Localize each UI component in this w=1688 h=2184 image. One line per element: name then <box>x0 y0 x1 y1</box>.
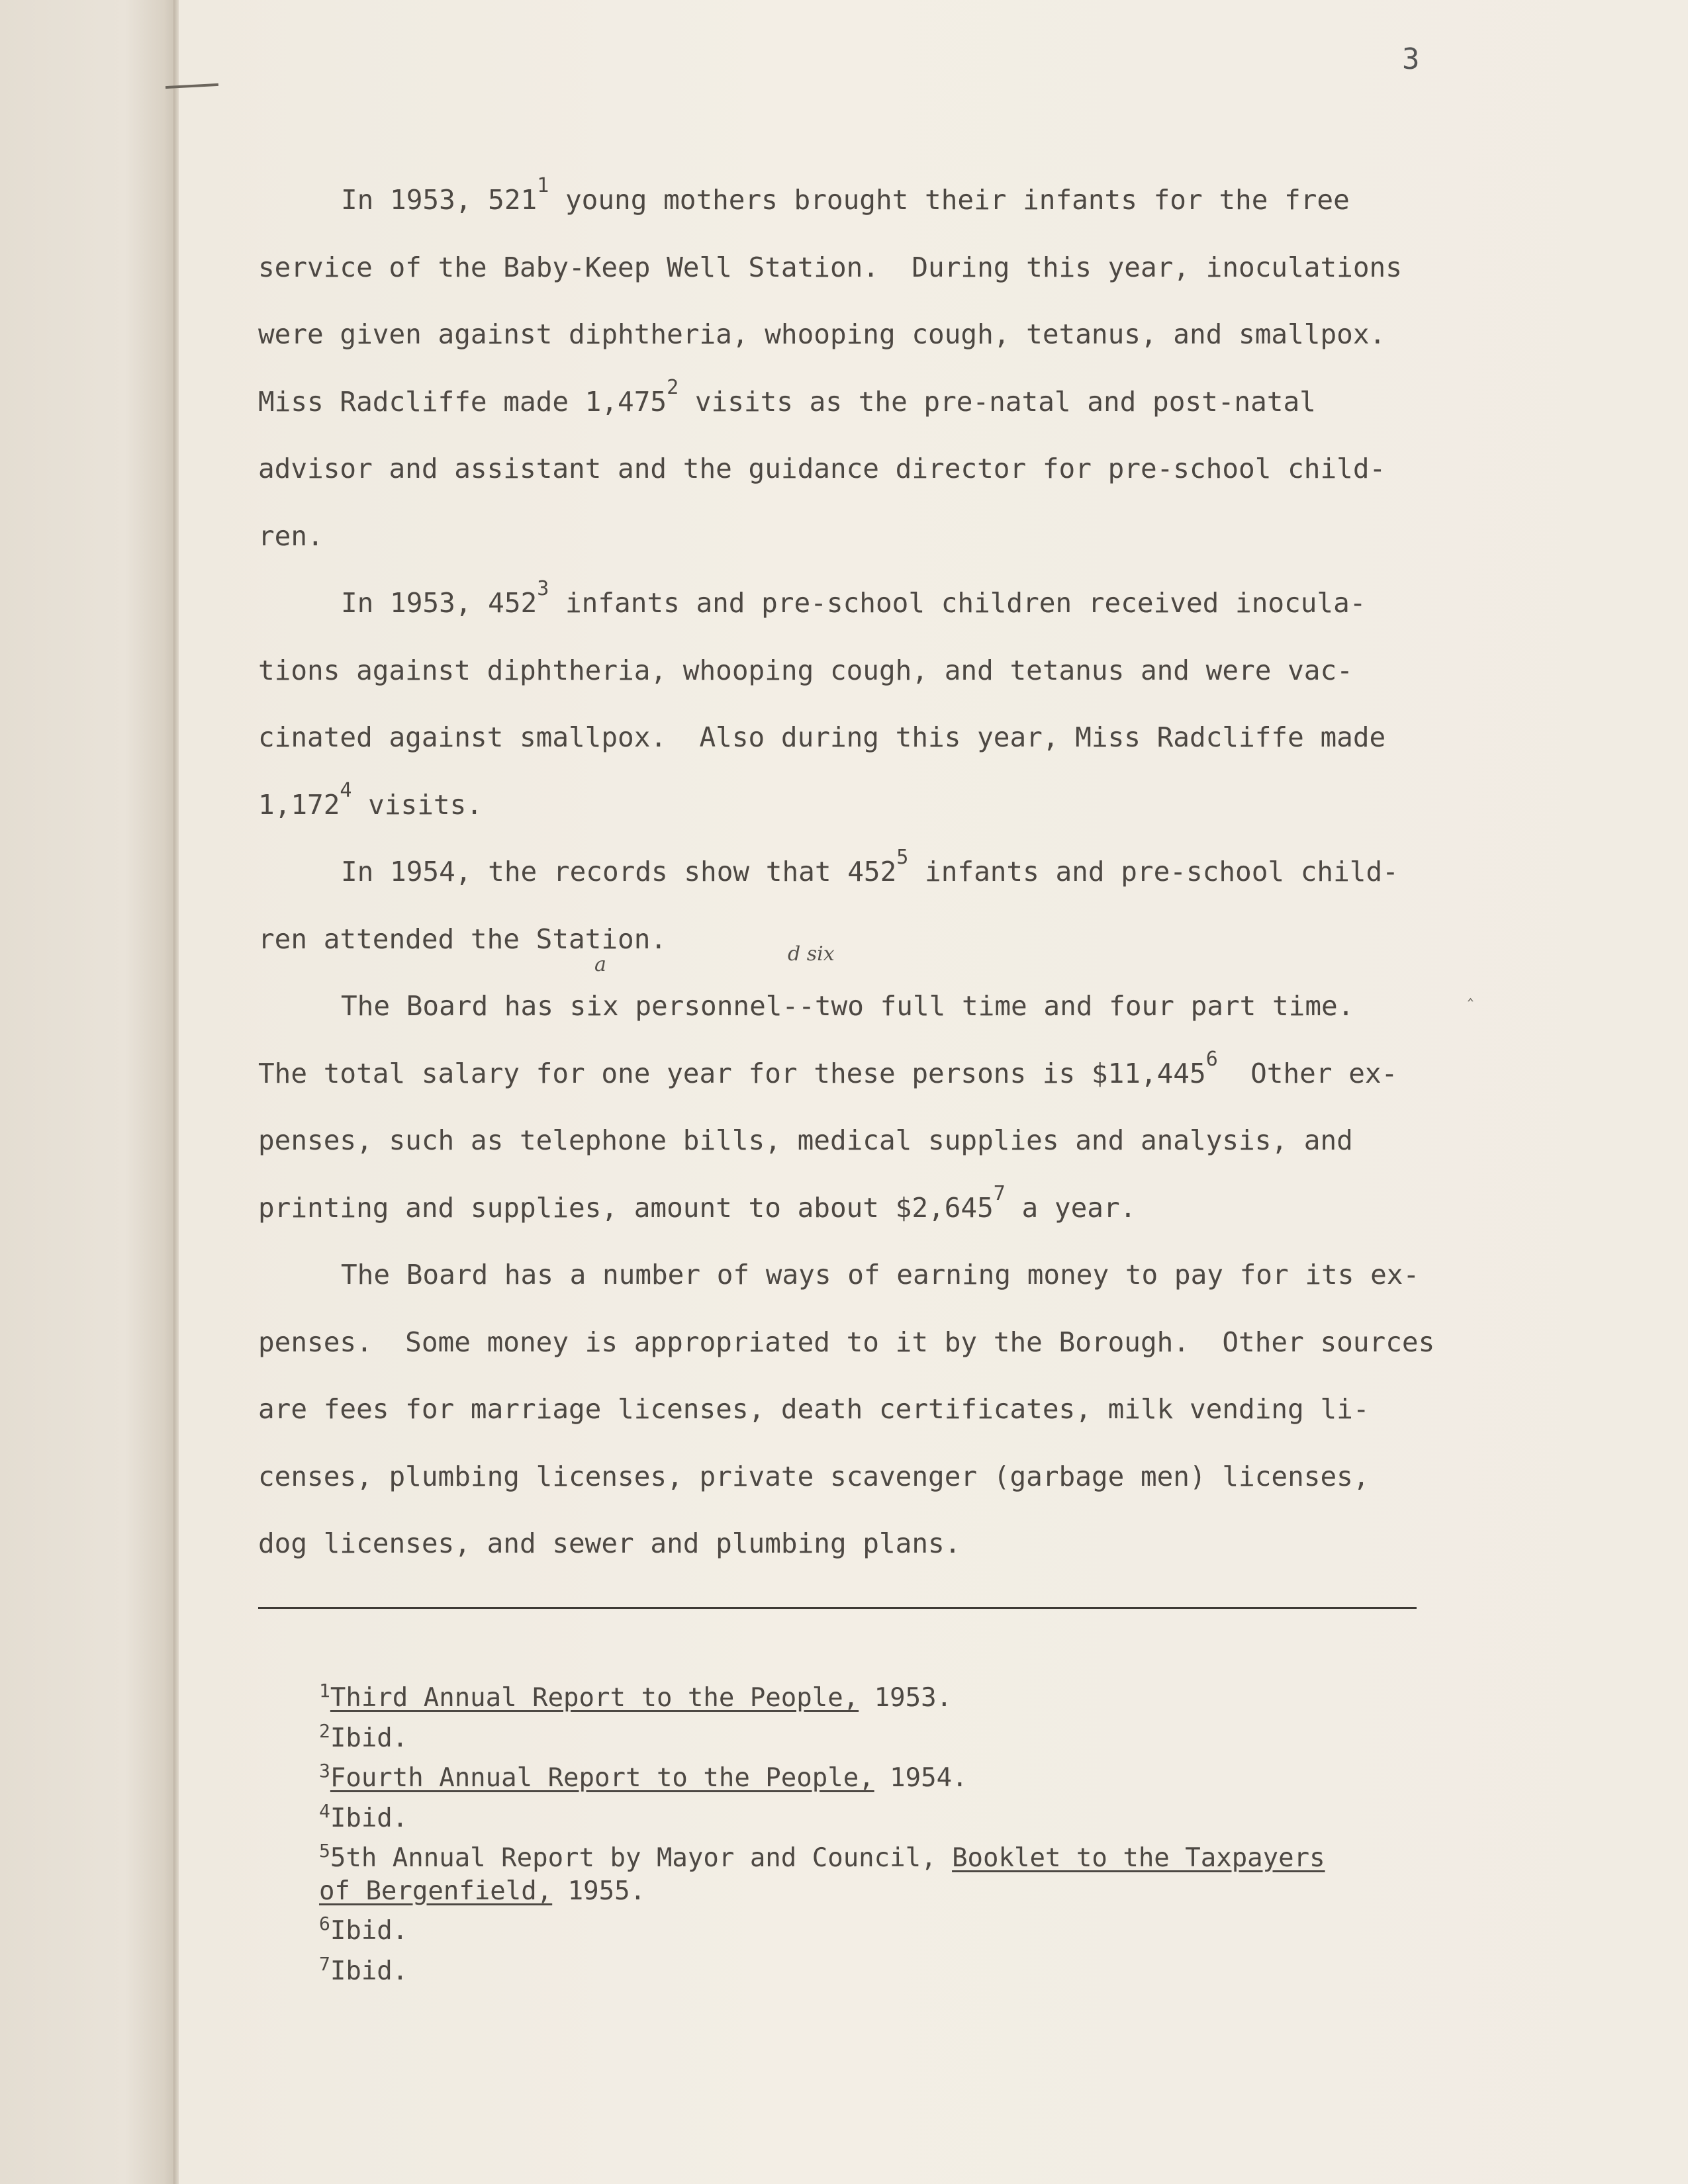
line: dog licenses, and sewer and plumbing plans. <box>258 1527 961 1559</box>
line: penses, such as telephone bills, medical supplies and analysis, and <box>258 1124 1353 1156</box>
footnote-6 <box>319 1907 1511 1948</box>
line <box>258 772 1476 839</box>
line-part: Other ex- <box>1217 1057 1398 1089</box>
page-number: 3 <box>1402 42 1420 76</box>
line-part: The total salary for one year for these persons is $11,445 <box>258 1057 1206 1089</box>
line: tions against diphtheria, whooping cough, and tetanus and were vac- <box>258 654 1353 686</box>
handwritten-correction: d six <box>788 942 835 966</box>
line-part: Miss Radcliffe made 1,475 <box>258 385 667 418</box>
footnote-title: Third Annual Report to the People, <box>330 1683 859 1713</box>
footnote-number: 7 <box>319 1952 330 1975</box>
line <box>258 369 1476 436</box>
footnote-text: Ibid. <box>330 1723 408 1753</box>
footnote-ref-6: 6 <box>1205 1047 1218 1071</box>
footnote-ref-7: 7 <box>993 1181 1006 1205</box>
footnote-text: 1955. <box>552 1876 646 1906</box>
handwritten-correction: a <box>594 953 606 976</box>
footnote-4 <box>319 1795 1511 1835</box>
paragraph-3 <box>258 839 1476 906</box>
line: penses. Some money is appropriated to it by the Borough. Other sources <box>258 1326 1435 1358</box>
paragraph-4: The Board has six personnel--two full time and four part time. <box>341 990 1354 1022</box>
line-part: infants and pre-school children received inocula- <box>549 587 1366 619</box>
footnote-ref-4: 4 <box>340 778 352 802</box>
footnote-number: 2 <box>319 1719 330 1742</box>
footnote-number: 1 <box>319 1680 330 1702</box>
binding-gutter <box>0 0 179 2184</box>
line: were given against diphtheria, whooping cough, tetanus, and smallpox. <box>258 318 1386 350</box>
line <box>258 1040 1476 1108</box>
paragraph-5: The Board has a number of ways of earning money to pay for its ex- <box>341 1259 1420 1291</box>
line-part: In 1954, the records show that 452 <box>341 856 897 887</box>
footnote-text: 1954. <box>874 1763 968 1793</box>
line: censes, plumbing licenses, private scavenger (garbage men) licenses, <box>258 1460 1370 1492</box>
footnote-3 <box>319 1754 1511 1795</box>
line: cinated against smallpox. Also during this year, Miss Radcliffe made <box>258 721 1386 753</box>
footnote-text: Ibid. <box>330 1916 408 1946</box>
line: ren. <box>258 520 324 552</box>
footnote-5-continued <box>319 1875 1511 1908</box>
line-part: printing and supplies, amount to about $2,645 <box>258 1191 994 1224</box>
line-part: a year. <box>1005 1191 1137 1224</box>
line-part: infants and pre-school child- <box>908 856 1399 887</box>
footnote-title: Booklet to the Taxpayers <box>952 1843 1325 1873</box>
footnote-text: 5th Annual Report by Mayor and Council, <box>330 1843 953 1873</box>
footnote-number: 3 <box>319 1760 330 1782</box>
line: are fees for marriage licenses, death certificates, milk vending li- <box>258 1393 1370 1425</box>
footnote-divider <box>258 1607 1417 1609</box>
footnote-title: of Bergenfield, <box>319 1876 553 1906</box>
footnote-2 <box>319 1715 1511 1755</box>
paragraph-2 <box>258 570 1476 637</box>
footnote-number: 5 <box>319 1840 330 1862</box>
footnote-1 <box>319 1674 1511 1715</box>
footnote-title: Fourth Annual Report to the People, <box>330 1763 874 1793</box>
paragraph-1 <box>258 167 1476 234</box>
line: service of the Baby-Keep Well Station. During this year, inoculations <box>258 251 1402 283</box>
footnote-ref-5: 5 <box>896 846 909 869</box>
line: young mothers brought their infants for the free <box>549 184 1350 216</box>
line: advisor and assistant and the guidance director for pre-school child- <box>258 453 1386 484</box>
margin-tick-mark: ‸ <box>1468 982 1474 1002</box>
footnote-ref-2: 2 <box>667 375 679 399</box>
line: In 1953, 521 <box>341 184 538 216</box>
footnote-text: Ibid. <box>330 1803 408 1833</box>
line-part: 1,172 <box>258 788 340 821</box>
line <box>258 1175 1476 1242</box>
body-text <box>258 167 1476 1578</box>
footnote-5 <box>319 1835 1511 1875</box>
line-part: visits as the pre-natal and post-natal <box>679 385 1316 418</box>
footnotes <box>319 1674 1511 1987</box>
footnote-text: Ibid. <box>330 1956 408 1986</box>
footnote-ref-3: 3 <box>537 577 549 600</box>
footnote-number: 4 <box>319 1799 330 1822</box>
line-part: In 1953, 452 <box>341 587 538 619</box>
page-edge-shadow <box>173 0 179 2184</box>
footnote-7 <box>319 1948 1511 1988</box>
line-part: visits. <box>352 788 483 821</box>
footnote-number: 6 <box>319 1913 330 1934</box>
footnote-text: 1953. <box>859 1683 953 1713</box>
footnote-ref-1: 1 <box>537 174 549 197</box>
line: ren attended the Station. <box>258 923 667 955</box>
